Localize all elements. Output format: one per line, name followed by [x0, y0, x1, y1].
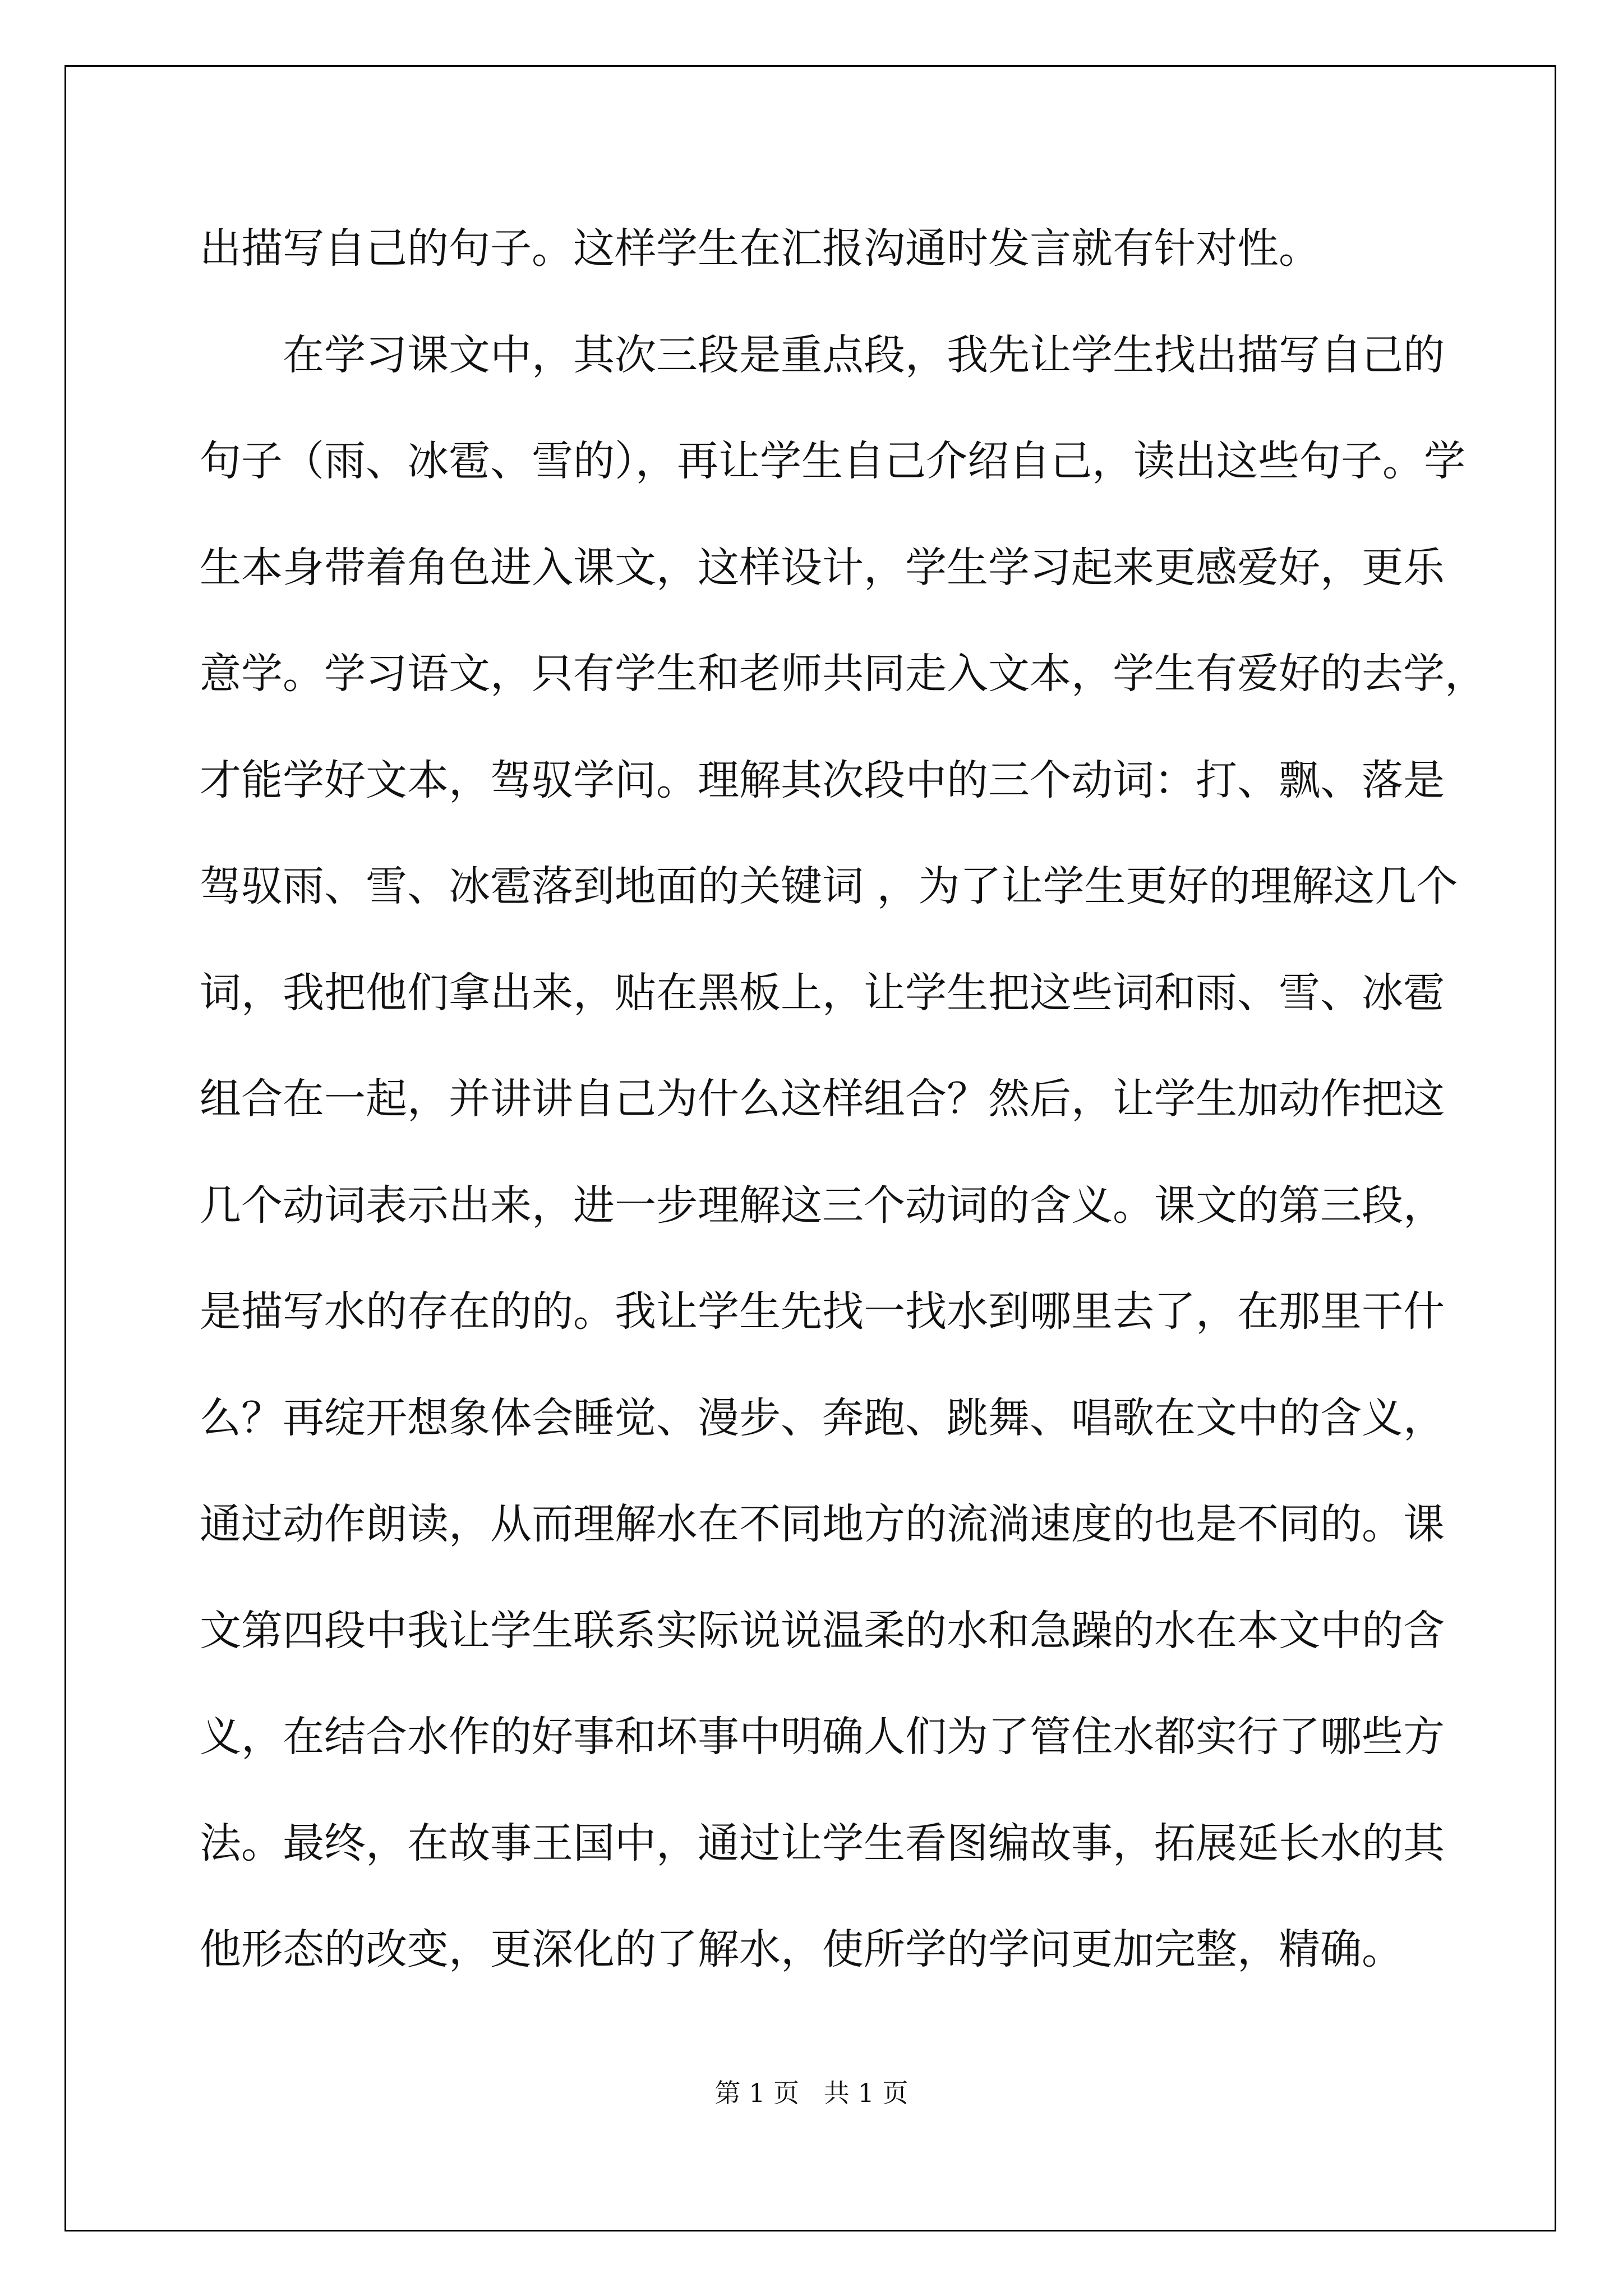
text-line: 词，我把他们拿出来，贴在黑板上，让学生把这些词和雨、雪、冰雹	[200, 968, 1445, 1017]
text-line: 出描写自己的句子。这样学生在汇报沟通时发言就有针对性。	[200, 224, 1320, 273]
text-line: 义，在结合水作的好事和坏事中明确人们为了管住水都实行了哪些方	[200, 1713, 1445, 1761]
text-line: 驾驭雨、雪、冰雹落到地面的关键词 ，为了让学生更好的理解这几个	[200, 862, 1458, 910]
document-body	[200, 196, 1486, 2003]
text-line: 他形态的改变，更深化的了解水，使所学的学问更加完整，精确。	[200, 1925, 1403, 1973]
page-number-footer: 第 1 页 共 1 页	[714, 2078, 909, 2108]
text-line: 意学。学习语文，只有学生和老师共同走入文本，学生有爱好的去学，	[200, 650, 1486, 698]
text-line: 法。最终，在故事王国中，通过让学生看图编故事，拓展延长水的其	[200, 1819, 1445, 1867]
text-line: 在学习课文中，其次三段是重点段，我先让学生找出描写自己的	[283, 330, 1445, 379]
text-line: 么？再绽开想象体会睡觉、漫步、奔跑、跳舞、唱歌在文中的含义，	[200, 1393, 1445, 1442]
text-line: 句子（雨、冰雹、雪的），再让学生自己介绍自己，读出这些句子。学	[200, 437, 1465, 485]
text-line: 文第四段中我让学生联系实际说说温柔的水和急躁的水在本文中的含	[200, 1606, 1445, 1655]
text-line: 几个动词表示出来，进一步理解这三个动词的含义。课文的第三段，	[200, 1181, 1445, 1230]
text-line: 是描写水的存在的的。我让学生先找一找水到哪里去了，在那里干什	[200, 1287, 1445, 1336]
text-line: 生本身带着角色进入课文，这样设计，学生学习起来更感爱好，更乐	[200, 543, 1445, 592]
text-line: 才能学好文本，驾驭学问。理解其次段中的三个动词：打、飘、落是	[200, 756, 1445, 804]
text-line: 通过动作朗读，从而理解水在不同地方的流淌速度的也是不同的。课	[200, 1500, 1445, 1548]
text-line: 组合在一起，并讲讲自己为什么这样组合？然后，让学生加动作把这	[200, 1075, 1445, 1123]
